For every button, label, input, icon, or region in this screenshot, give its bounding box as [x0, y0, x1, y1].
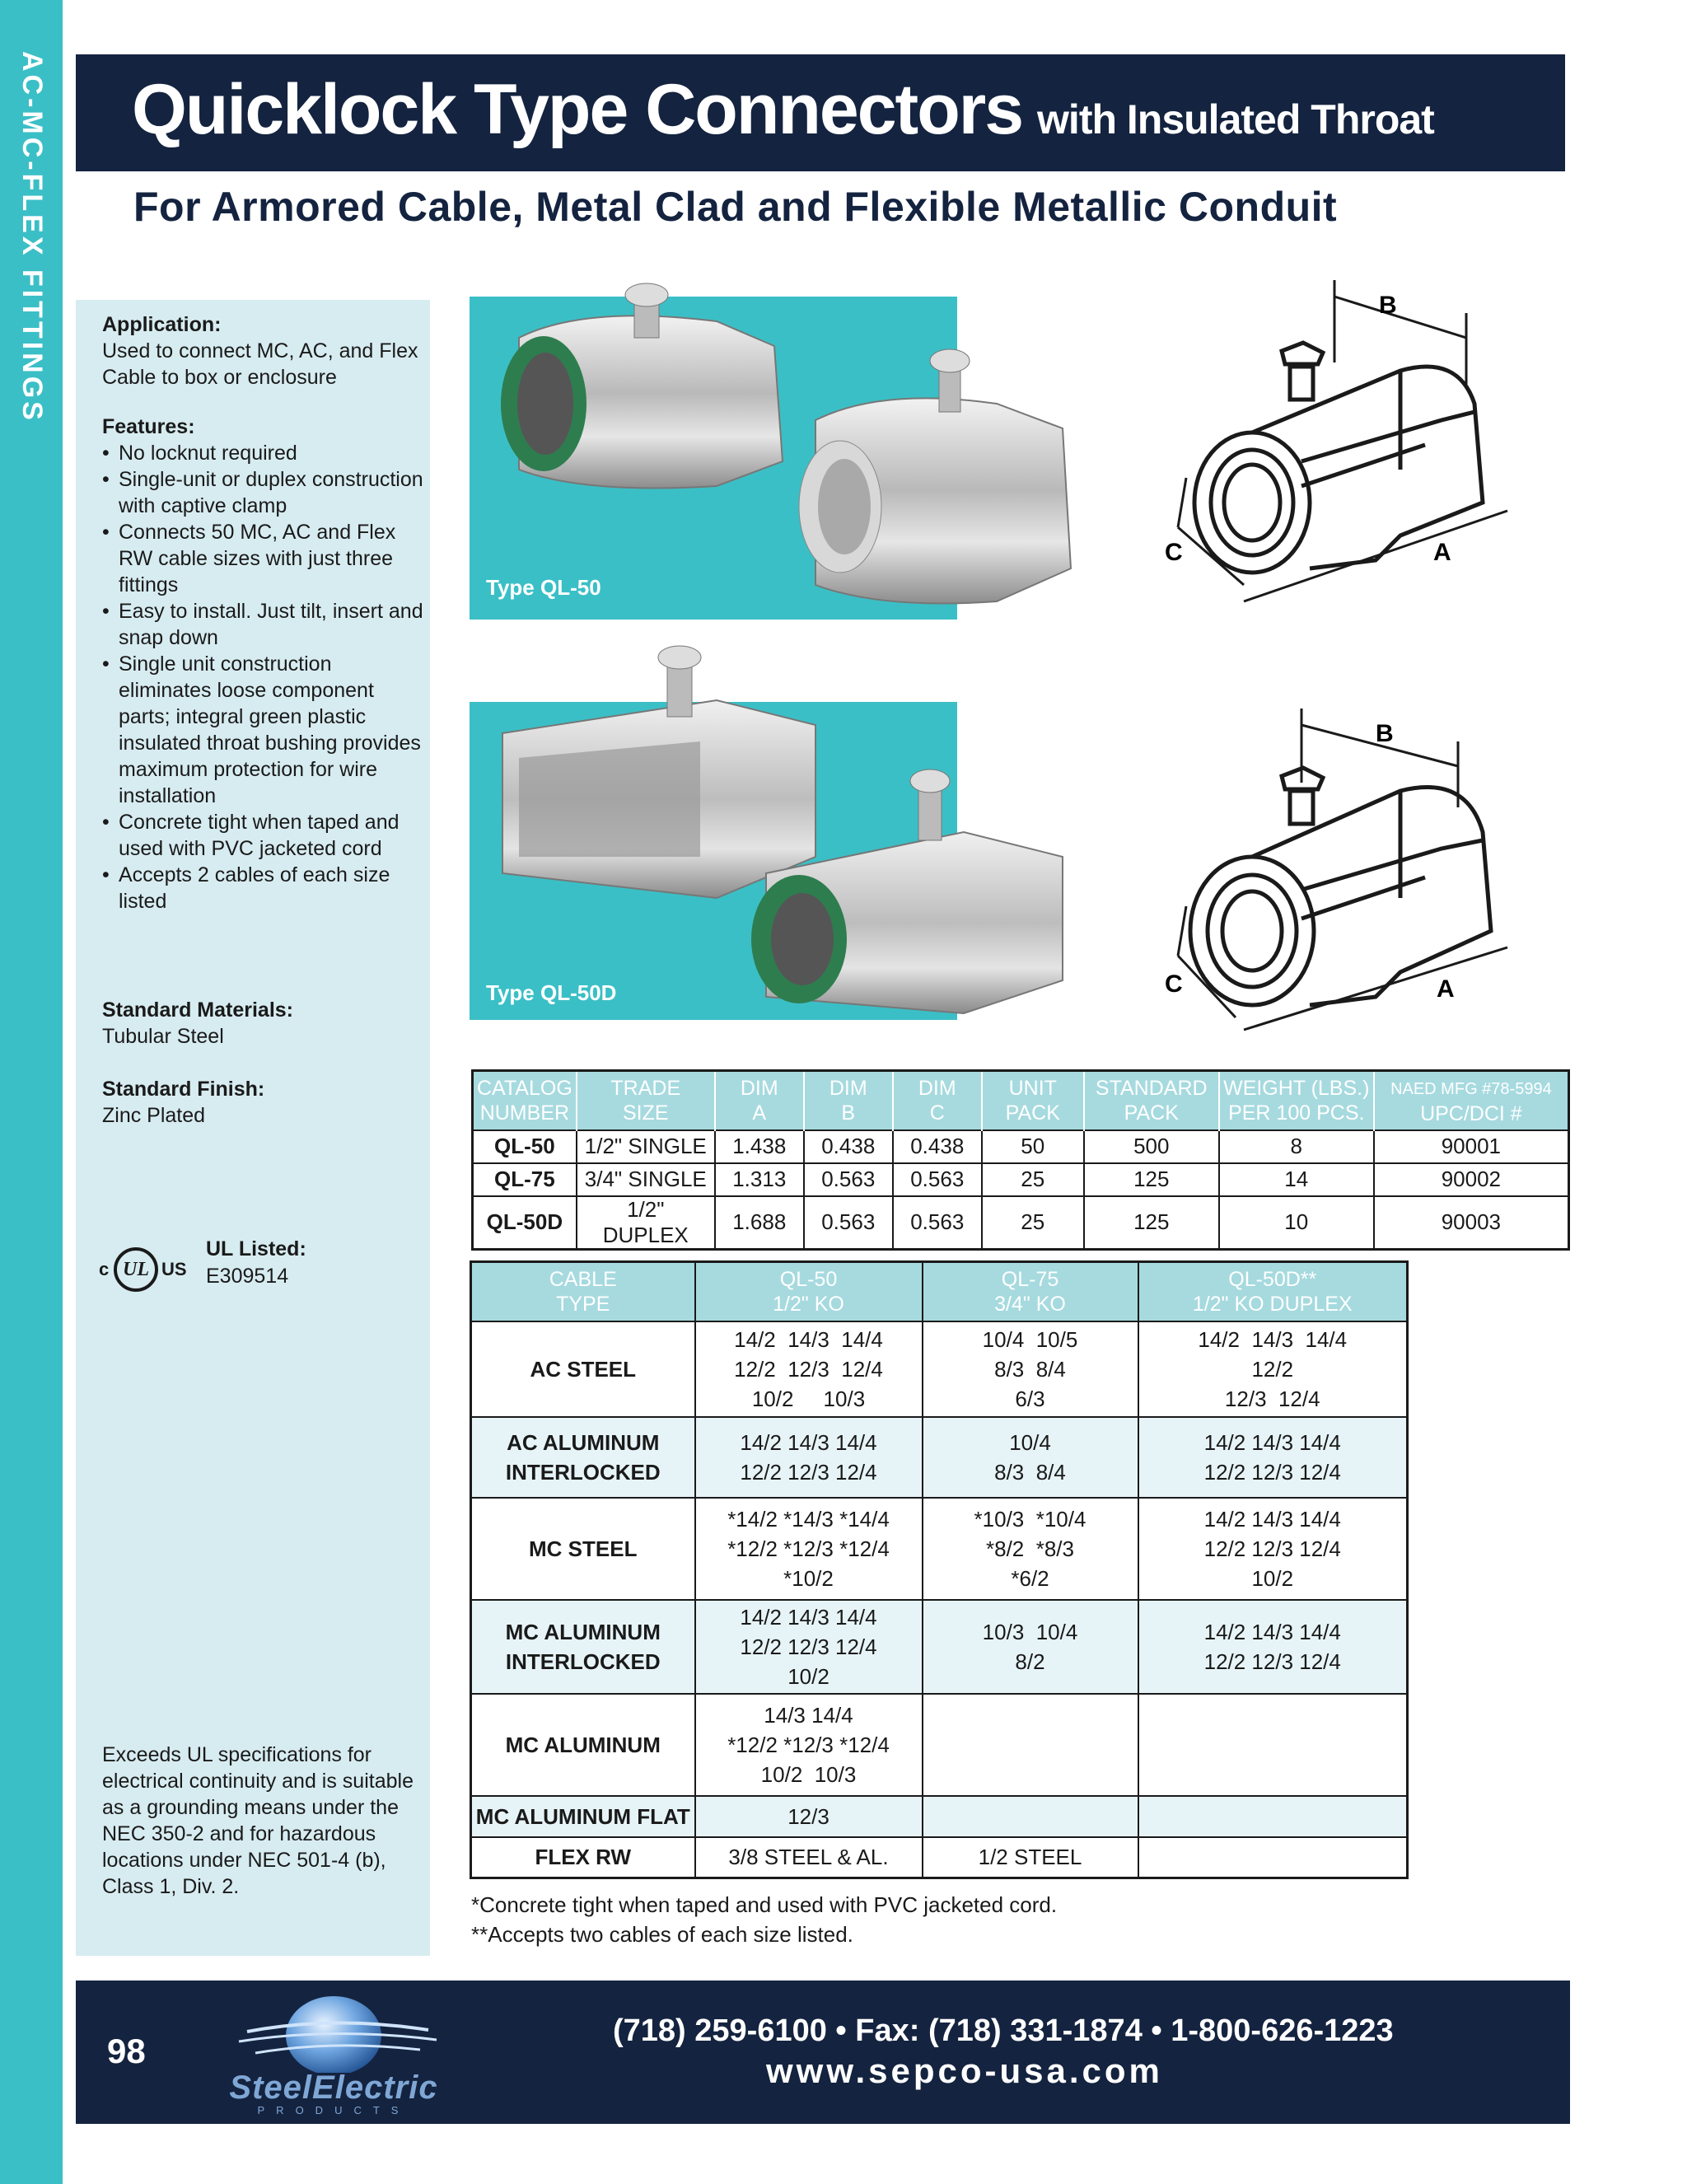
table-cell — [1138, 1600, 1408, 1694]
feature-item: • Connects 50 MC, AC and Flex RW cable sizes with just three fittings — [102, 519, 423, 598]
table-cell — [923, 1694, 1138, 1796]
dim-label-a: A — [1433, 539, 1451, 566]
logo-name: SteelElectric — [229, 2069, 438, 2106]
header-standard-pack: STANDARD PACK — [1084, 1071, 1219, 1130]
dimension-drawing-ql50 — [1129, 264, 1557, 626]
table-cell — [695, 1694, 923, 1796]
header-ql50: QL-50 1/2" KO — [695, 1262, 923, 1321]
cell-line: 14/3 14/4 — [764, 1702, 853, 1728]
contact-phone: (718) 259-6100 • Fax: (718) 331-1874 • 1-800-626-1223 — [613, 2013, 1394, 2048]
header-ql50d: QL-50D** 1/2" KO DUPLEX — [1138, 1262, 1408, 1321]
globe-icon — [198, 1990, 470, 2073]
cell-line: 10/4 — [1009, 1429, 1051, 1455]
table-cell — [695, 1417, 923, 1498]
features-heading: Features: — [102, 415, 195, 438]
header-unit-pack: UNIT PACK — [982, 1071, 1084, 1130]
photo-label-ql50d: Type QL-50D — [486, 980, 617, 1005]
feature-item: • Single unit construction eliminates loose component parts; integral green plastic insulated throat bushing provides maximum protection for wire installation — [102, 651, 423, 809]
cell-line: 12/2 12/3 12/4 — [740, 1459, 877, 1485]
features-block — [102, 414, 423, 914]
table-row — [471, 1498, 1408, 1600]
table-cell — [923, 1837, 1138, 1878]
cable-type-cell — [471, 1837, 695, 1878]
title-sub: with Insulated Throat — [1037, 96, 1434, 143]
table-cell — [1138, 1694, 1408, 1796]
cable-type-cell — [471, 1498, 695, 1600]
cell-line: 10/2 10/3 — [751, 1386, 866, 1411]
table-cell — [695, 1321, 923, 1417]
photo-ql50 — [470, 297, 957, 620]
page-title — [132, 69, 1434, 151]
cell-line: 12/3 12/4 — [1224, 1386, 1320, 1411]
features-list — [102, 440, 423, 914]
photo-ql50d — [470, 702, 957, 1020]
cell-line: 10/2 10/3 — [760, 1761, 857, 1787]
cell-line: 10/4 10/5 — [982, 1326, 1078, 1352]
table-row — [471, 1600, 1408, 1694]
table-row — [471, 1417, 1408, 1498]
cell-line: *8/2 *8/3 — [986, 1536, 1074, 1561]
footnote: **Accepts two cables of each size listed. — [471, 1922, 853, 1947]
ul-logo: c UL US — [91, 1246, 255, 1295]
table-cell — [695, 1837, 923, 1878]
ul-listed-block — [206, 1236, 306, 1290]
feature-item: • No locknut required — [102, 440, 423, 466]
feature-item: • Concrete tight when taped and used with PVC jacketed cord — [102, 809, 423, 862]
finish-block — [102, 1076, 423, 1129]
cell-line: 14/2 14/3 14/4 — [1203, 1429, 1341, 1455]
header-dim-c: DIM C — [893, 1071, 982, 1130]
header-ql75: QL-75 3/4" KO — [923, 1262, 1138, 1321]
cell-line: 12/2 12/3 12/4 — [734, 1356, 883, 1382]
materials-text: Tubular Steel — [102, 1025, 224, 1048]
table-row — [471, 1321, 1408, 1417]
section-side-label: AC-MC-FLEX FITTINGS — [16, 51, 48, 423]
cell-line: 3/8 STEEL & AL. — [728, 1845, 889, 1870]
table-cell — [695, 1498, 923, 1600]
cell-line: 6/3 — [1015, 1386, 1045, 1411]
ul-number: E309514 — [206, 1265, 289, 1288]
page-subtitle: For Armored Cable, Metal Clad and Flexible Metallic Conduit — [133, 184, 1338, 230]
cell-line: 14/2 14/3 14/4 — [740, 1429, 877, 1455]
table-row — [471, 1796, 1408, 1837]
ul-heading: UL Listed: — [206, 1237, 306, 1260]
photo-label-ql50: Type QL-50 — [486, 575, 601, 600]
title-main: Quicklock Type Connectors — [132, 70, 1023, 149]
cell-line: 10/2 — [1251, 1565, 1294, 1591]
cable-type-cell — [471, 1694, 695, 1796]
cell-line: *10/2 — [783, 1565, 834, 1591]
cell-line: 12/3 — [787, 1803, 829, 1829]
steel-electric-logo — [198, 1990, 470, 2114]
ql50d-connector-image — [470, 634, 1096, 1013]
footnote: *Concrete tight when taped and used with PVC jacketed cord. — [471, 1892, 1058, 1917]
cell-line: 14/2 14/3 14/4 — [734, 1326, 883, 1352]
page-number: 98 — [107, 2032, 146, 2070]
cable-type-cell — [471, 1600, 695, 1694]
table-cell — [1138, 1837, 1408, 1878]
cell-line: 8/3 8/4 — [994, 1459, 1066, 1485]
materials-heading: Standard Materials: — [102, 998, 294, 1022]
cell-line: 12/2 12/3 12/4 — [1203, 1649, 1341, 1674]
info-panel — [76, 300, 430, 1956]
dim-label-c: C — [1165, 970, 1183, 998]
table-cell — [695, 1796, 923, 1837]
table-cell — [1138, 1321, 1408, 1417]
materials-block — [102, 997, 423, 1050]
cell-line: 1/2 STEEL — [978, 1845, 1082, 1870]
feature-item: • Easy to install. Just tilt, insert and snap down — [102, 598, 423, 651]
cell-line: 14/2 14/3 14/4 — [1203, 1506, 1341, 1532]
cell-line: INTERLOCKED — [505, 1459, 661, 1485]
application-heading: Application: — [102, 313, 222, 336]
table-cell — [1138, 1796, 1408, 1837]
cell-line: 8/3 8/4 — [994, 1356, 1066, 1382]
cell-line: 12/2 12/3 12/4 — [1203, 1536, 1341, 1561]
cell-line: 10/3 10/4 — [982, 1619, 1078, 1644]
cable-type-cell — [471, 1417, 695, 1498]
header-catalog: CATALOG NUMBER — [473, 1071, 577, 1130]
table-cell — [923, 1796, 1138, 1837]
logo-sub: PRODUCTS — [257, 2104, 410, 2116]
exceeds-ul-text: Exceeds UL specifications for electrical continuity and is suitable as a grounding means under the NEC 350-2 and for hazardous locations under NEC 501-4 (b), Class 1, Div. 2. — [102, 1743, 414, 1898]
cell-line: MC STEEL — [529, 1536, 638, 1561]
cell-line: *6/2 — [1011, 1565, 1049, 1591]
cell-line: MC ALUMINUM FLAT — [475, 1803, 690, 1829]
header-weight: WEIGHT (LBS.) PER 100 PCS. — [1219, 1071, 1374, 1130]
cell-line: 12/2 12/3 12/4 — [740, 1634, 877, 1659]
header-dim-b: DIM B — [804, 1071, 893, 1130]
cell-line: *12/2 *12/3 *12/4 — [727, 1536, 890, 1561]
feature-item: • Accepts 2 cables of each size listed — [102, 862, 423, 914]
header-upc: NAED MFG #78-5994 UPC/DCI # — [1374, 1071, 1569, 1130]
table-cell — [923, 1417, 1138, 1498]
header-trade-size: TRADE SIZE — [577, 1071, 715, 1130]
header-cable-type: CABLE TYPE — [471, 1262, 695, 1321]
table-cell — [923, 1498, 1138, 1600]
cable-table-header — [471, 1262, 1408, 1321]
dim-label-a: A — [1437, 975, 1455, 1003]
table-cell — [923, 1600, 1138, 1694]
table-row — [471, 1694, 1408, 1796]
cable-type-cell — [471, 1321, 695, 1417]
table-row: QL-50D 1/2" DUPLEX 1.688 0.563 0.563 25 125 10 90003 — [473, 1196, 1569, 1250]
finish-text: Zinc Plated — [102, 1104, 206, 1127]
cell-line: 8/2 — [1015, 1649, 1045, 1674]
table-cell — [923, 1321, 1138, 1417]
table-row — [471, 1837, 1408, 1878]
cell-line: MC ALUMINUM — [505, 1619, 661, 1644]
dim-label-b: B — [1379, 292, 1397, 319]
cable-type-table — [470, 1260, 1409, 1879]
ql50-connector-image — [470, 272, 1096, 618]
cell-line: 12/2 12/3 12/4 — [1203, 1459, 1341, 1485]
cell-line: 10/2 — [787, 1663, 829, 1689]
finish-heading: Standard Finish: — [102, 1078, 265, 1101]
table-cell — [695, 1600, 923, 1694]
cable-type-cell — [471, 1796, 695, 1837]
table-row: QL-75 3/4" SINGLE 1.313 0.563 0.563 25 125 14 90002 — [473, 1163, 1569, 1196]
table-cell — [1138, 1498, 1408, 1600]
cell-line: FLEX RW — [535, 1845, 632, 1870]
application-text: Used to connect MC, AC, and Flex Cable to box or enclosure — [102, 339, 418, 389]
cell-line: 14/2 14/3 14/4 — [1198, 1326, 1348, 1352]
table-row: QL-50 1/2" SINGLE 1.438 0.438 0.438 50 500 8 90001 — [473, 1130, 1569, 1163]
cell-line: 14/2 14/3 14/4 — [1203, 1619, 1341, 1644]
application-block — [102, 311, 423, 391]
contact-website: www.sepco-usa.com — [766, 2051, 1163, 2090]
dimension-drawing-ql50d — [1129, 692, 1557, 1055]
dim-label-b: B — [1376, 720, 1394, 747]
cell-line: 14/2 14/3 14/4 — [740, 1604, 877, 1630]
cell-line: *12/2 *12/3 *12/4 — [727, 1732, 890, 1757]
spec-table-header — [473, 1071, 1569, 1130]
cell-line: MC ALUMINUM — [505, 1732, 661, 1757]
feature-item: • Single-unit or duplex construction with captive clamp — [102, 466, 423, 519]
cell-line: INTERLOCKED — [505, 1649, 661, 1674]
dim-label-c: C — [1165, 539, 1183, 566]
cell-line: *10/3 *10/4 — [974, 1506, 1087, 1532]
cell-line: AC STEEL — [530, 1356, 637, 1382]
table-cell — [1138, 1417, 1408, 1498]
spec-table — [471, 1069, 1570, 1251]
footnotes — [471, 1890, 1057, 1949]
header-dim-a: DIM A — [715, 1071, 804, 1130]
cell-line: *14/2 *14/3 *14/4 — [727, 1506, 890, 1532]
cell-line: 12/2 — [1251, 1356, 1294, 1382]
cell-line: AC ALUMINUM — [507, 1429, 660, 1455]
